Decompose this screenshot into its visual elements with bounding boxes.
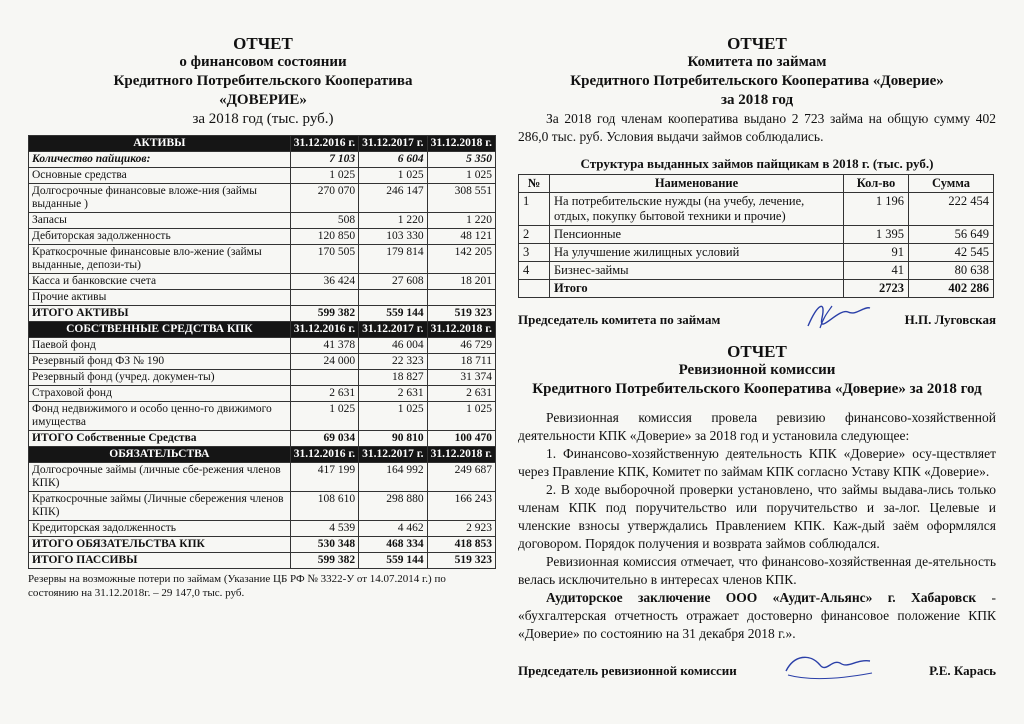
table-row (29, 229, 496, 245)
row-label: Страховой фонд (29, 386, 291, 402)
row-value: 270 070 (290, 184, 358, 213)
row-value: 559 144 (359, 306, 427, 322)
audit-subheading: Ревизионной комиссии (678, 362, 836, 378)
row-value: 1 220 (359, 213, 427, 229)
table-row (29, 492, 496, 521)
column-header: № (519, 175, 550, 193)
row-label: ИТОГО ПАССИВЫ (29, 553, 291, 569)
financial-report-title (28, 34, 498, 129)
row-label: Долгосрочные займы (личные сбе-режения членов КПК) (29, 463, 291, 492)
row-value: 31 374 (427, 370, 495, 386)
audit-cooperative-name: Кредитного Потребительского Кооператива «Доверие» за 2018 год (532, 381, 982, 397)
date-column-header: 31.12.2018 г. (427, 447, 495, 463)
date-column-header: 31.12.2016 г. (290, 322, 358, 338)
table-row (29, 521, 496, 537)
row-value: 90 810 (359, 431, 427, 447)
row-value: 41 378 (290, 338, 358, 354)
row-quantity: 91 (844, 244, 909, 262)
row-label: Основные средства (29, 168, 291, 184)
balance-table (28, 135, 496, 569)
table-row (29, 370, 496, 386)
loans-cooperative-name: Кредитного Потребительского Кооператива «Доверие» (570, 73, 944, 89)
table-row (29, 463, 496, 492)
row-label: ИТОГО ОБЯЗАТЕЛЬСТВА КПК (29, 537, 291, 553)
row-name: Бизнес-займы (550, 262, 844, 280)
table-row (29, 274, 496, 290)
row-value: 142 205 (427, 245, 495, 274)
table-row (29, 152, 496, 168)
audit-paragraph-1: Ревизионная комиссия провела ревизию финансово-хозяйственной деятельности КПК «Доверие» за 2018 год и установила следующее: (518, 410, 996, 443)
row-number: 3 (519, 244, 550, 262)
date-column-header: 31.12.2018 г. (427, 136, 495, 152)
table-row (519, 226, 994, 244)
loans-subheading: Комитета по займам (687, 54, 827, 70)
row-value: 18 711 (427, 354, 495, 370)
report-heading: ОТЧЕТ (233, 34, 293, 53)
total-sum: 402 286 (909, 280, 994, 298)
total-label: Итого (550, 280, 844, 298)
row-value: 4 462 (359, 521, 427, 537)
row-label: Краткосрочные займы (Личные сбережения членов КПК) (29, 492, 291, 521)
section-header-label: ОБЯЗАТЕЛЬСТВА (29, 447, 291, 463)
row-value: 2 631 (290, 386, 358, 402)
loans-structure-title: Структура выданных займов пайщикам в 2018 г. (тыс. руб.) (580, 156, 934, 171)
row-value: 100 470 (427, 431, 495, 447)
table-row (29, 537, 496, 553)
row-value: 1 025 (359, 168, 427, 184)
report-subheading: о финансовом состоянии (179, 54, 347, 70)
row-label: Долгосрочные финансовые вложе-ния (займы выданные ) (29, 184, 291, 213)
row-value: 1 220 (427, 213, 495, 229)
table-row (29, 168, 496, 184)
row-value (290, 290, 358, 306)
right-column (518, 34, 996, 679)
date-column-header: 31.12.2017 г. (359, 322, 427, 338)
table-row (29, 354, 496, 370)
row-name: На потребительские нужды (на учебу, лечение, отдых, покупку бытовой техники и прочие) (550, 193, 844, 226)
row-name: На улучшение жилищных условий (550, 244, 844, 262)
row-value: 2 923 (427, 521, 495, 537)
signature-scribble-icon (798, 298, 878, 334)
table-row (29, 213, 496, 229)
row-label: Запасы (29, 213, 291, 229)
row-value: 46 729 (427, 338, 495, 354)
section-header-row (29, 136, 496, 152)
loans-chair-label: Председатель комитета по займам (518, 312, 721, 327)
table-row (29, 338, 496, 354)
loans-chair-signature (518, 312, 996, 328)
table-row (29, 386, 496, 402)
audit-paragraph-4: Ревизионная комиссия отмечает, что финансово-хозяйственная де-ятельность велась исключительно в интересах членов КПК. (518, 554, 996, 587)
table-row (29, 245, 496, 274)
row-value: 519 323 (427, 553, 495, 569)
financial-report (28, 34, 498, 600)
row-value: 418 853 (427, 537, 495, 553)
row-value (359, 290, 427, 306)
loans-chair-name: Н.П. Луговская (904, 312, 996, 327)
row-value: 2 631 (359, 386, 427, 402)
row-value: 249 687 (427, 463, 495, 492)
row-number: 4 (519, 262, 550, 280)
row-value: 166 243 (427, 492, 495, 521)
audit-chair-signature (518, 663, 996, 679)
audit-report-title (518, 342, 996, 399)
row-label: ИТОГО Собственные Средства (29, 431, 291, 447)
date-column-header: 31.12.2016 г. (290, 136, 358, 152)
row-value: 599 382 (290, 306, 358, 322)
section-header-label: СОБСТВЕННЫЕ СРЕДСТВА КПК (29, 322, 291, 338)
row-label: Фонд недвижимого и особо ценно-го движимого имущества (29, 402, 291, 431)
column-header: Сумма (909, 175, 994, 193)
row-number: 1 (519, 193, 550, 226)
column-header: Наименование (550, 175, 844, 193)
row-value: 530 348 (290, 537, 358, 553)
row-number (519, 280, 550, 298)
report-cooperative-brand: «ДОВЕРИЕ» (219, 92, 307, 108)
row-value: 559 144 (359, 553, 427, 569)
row-value: 48 121 (427, 229, 495, 245)
row-value: 24 000 (290, 354, 358, 370)
section-header-row (29, 447, 496, 463)
row-label: Дебиторская задолженность (29, 229, 291, 245)
row-sum: 80 638 (909, 262, 994, 280)
date-column-header: 31.12.2017 г. (359, 447, 427, 463)
report-period: за 2018 год (тыс. руб.) (192, 111, 334, 127)
report-cooperative-name: Кредитного Потребительского Кооператива (113, 73, 413, 89)
row-value: 2 631 (427, 386, 495, 402)
row-value: 46 004 (359, 338, 427, 354)
row-value: 108 610 (290, 492, 358, 521)
row-name: Пенсионные (550, 226, 844, 244)
reserve-note: Резервы на возможные потери по займам (Указание ЦБ РФ № 3322-У от 14.07.2014 г.) по состоянию на 31.12.2018г. – 29 147,0 тыс. руб. (28, 573, 446, 599)
row-value: 6 604 (359, 152, 427, 168)
row-value: 103 330 (359, 229, 427, 245)
row-value (427, 290, 495, 306)
row-value: 1 025 (359, 402, 427, 431)
section-header-label: АКТИВЫ (29, 136, 291, 152)
table-row (519, 244, 994, 262)
row-value: 7 103 (290, 152, 358, 168)
table-row (29, 184, 496, 213)
date-column-header: 31.12.2017 г. (359, 136, 427, 152)
row-value: 1 025 (290, 168, 358, 184)
row-quantity: 1 196 (844, 193, 909, 226)
signature-scribble-icon (780, 651, 880, 683)
table-row (29, 553, 496, 569)
loans-period: за 2018 год (720, 92, 794, 108)
row-label: Резервный фонд (учред. докумен-ты) (29, 370, 291, 386)
row-label: Касса и банковские счета (29, 274, 291, 290)
audit-paragraph-5 (518, 589, 996, 643)
row-sum: 42 545 (909, 244, 994, 262)
row-value: 1 025 (290, 402, 358, 431)
row-label: ИТОГО АКТИВЫ (29, 306, 291, 322)
total-quantity: 2723 (844, 280, 909, 298)
row-value: 36 424 (290, 274, 358, 290)
row-value: 69 034 (290, 431, 358, 447)
row-sum: 222 454 (909, 193, 994, 226)
row-label: Краткосрочные финансовые вло-жение (займы выданные, депози-ты) (29, 245, 291, 274)
row-value: 164 992 (359, 463, 427, 492)
row-label: Кредиторская задолженность (29, 521, 291, 537)
audit-heading: ОТЧЕТ (727, 342, 787, 361)
date-column-header: 31.12.2018 г. (427, 322, 495, 338)
row-number: 2 (519, 226, 550, 244)
row-value: 18 201 (427, 274, 495, 290)
audit-body (518, 409, 996, 643)
row-value: 298 880 (359, 492, 427, 521)
row-value (290, 370, 358, 386)
row-value: 1 025 (427, 402, 495, 431)
row-value: 417 199 (290, 463, 358, 492)
row-value: 308 551 (427, 184, 495, 213)
row-value: 5 350 (427, 152, 495, 168)
row-value: 179 814 (359, 245, 427, 274)
row-value: 170 505 (290, 245, 358, 274)
loans-intro: За 2018 год членам кооператива выдано 2 723 займа на общую сумму 402 286,0 тыс. руб. Условия выдачи займов соблюдались. (518, 111, 996, 144)
row-value: 1 025 (427, 168, 495, 184)
row-label: Количество пайщиков: (29, 152, 291, 168)
row-label: Паевой фонд (29, 338, 291, 354)
row-label: Резервный фонд ФЗ № 190 (29, 354, 291, 370)
audit-chair-label: Председатель ревизионной комиссии (518, 663, 737, 678)
row-value: 27 608 (359, 274, 427, 290)
row-value: 18 827 (359, 370, 427, 386)
table-row (29, 290, 496, 306)
row-sum: 56 649 (909, 226, 994, 244)
row-value: 4 539 (290, 521, 358, 537)
row-value: 508 (290, 213, 358, 229)
audit-conclusion-text: - «бухгалтерская отчетность отражает достоверно финансовое положение КПК «Доверие» по состоянию на 31 декабря 2018 г.». (518, 590, 997, 641)
loans-table (518, 174, 994, 298)
loans-report-title (518, 34, 996, 110)
table-row (519, 193, 994, 226)
row-value: 468 334 (359, 537, 427, 553)
table-row (519, 262, 994, 280)
row-quantity: 41 (844, 262, 909, 280)
row-value: 246 147 (359, 184, 427, 213)
row-label: Прочие активы (29, 290, 291, 306)
loans-heading: ОТЧЕТ (727, 34, 787, 53)
audit-paragraph-3: 2. В ходе выборочной проверки установлено, что займы выдава-лись только членам КПК под поручительство или поручительство и за-лог. Целевые и членские взносы утверждались Правлением КПК. Каж-дый заём оформлялся договором. Порядок получения и возврата займов соблюдался. (518, 482, 996, 551)
date-column-header: 31.12.2016 г. (290, 447, 358, 463)
audit-paragraph-2: 1. Финансово-хозяйственную деятельность КПК «Доверие» осу-ществляет через Правление КПК, Комитет по займам КПК согласно Уставу КПК «Доверие». (518, 446, 996, 479)
column-header: Кол-во (844, 175, 909, 193)
loans-total-row (519, 280, 994, 298)
row-value: 599 382 (290, 553, 358, 569)
row-value: 120 850 (290, 229, 358, 245)
table-row (29, 306, 496, 322)
table-row (29, 402, 496, 431)
section-header-row (29, 322, 496, 338)
row-value: 519 323 (427, 306, 495, 322)
row-value: 22 323 (359, 354, 427, 370)
loans-header-row (519, 175, 994, 193)
audit-chair-name: Р.Е. Карась (929, 663, 996, 678)
audit-conclusion-source: Аудиторское заключение ООО «Аудит-Альянс» г. Хабаровск (546, 590, 977, 605)
table-row (29, 431, 496, 447)
row-quantity: 1 395 (844, 226, 909, 244)
